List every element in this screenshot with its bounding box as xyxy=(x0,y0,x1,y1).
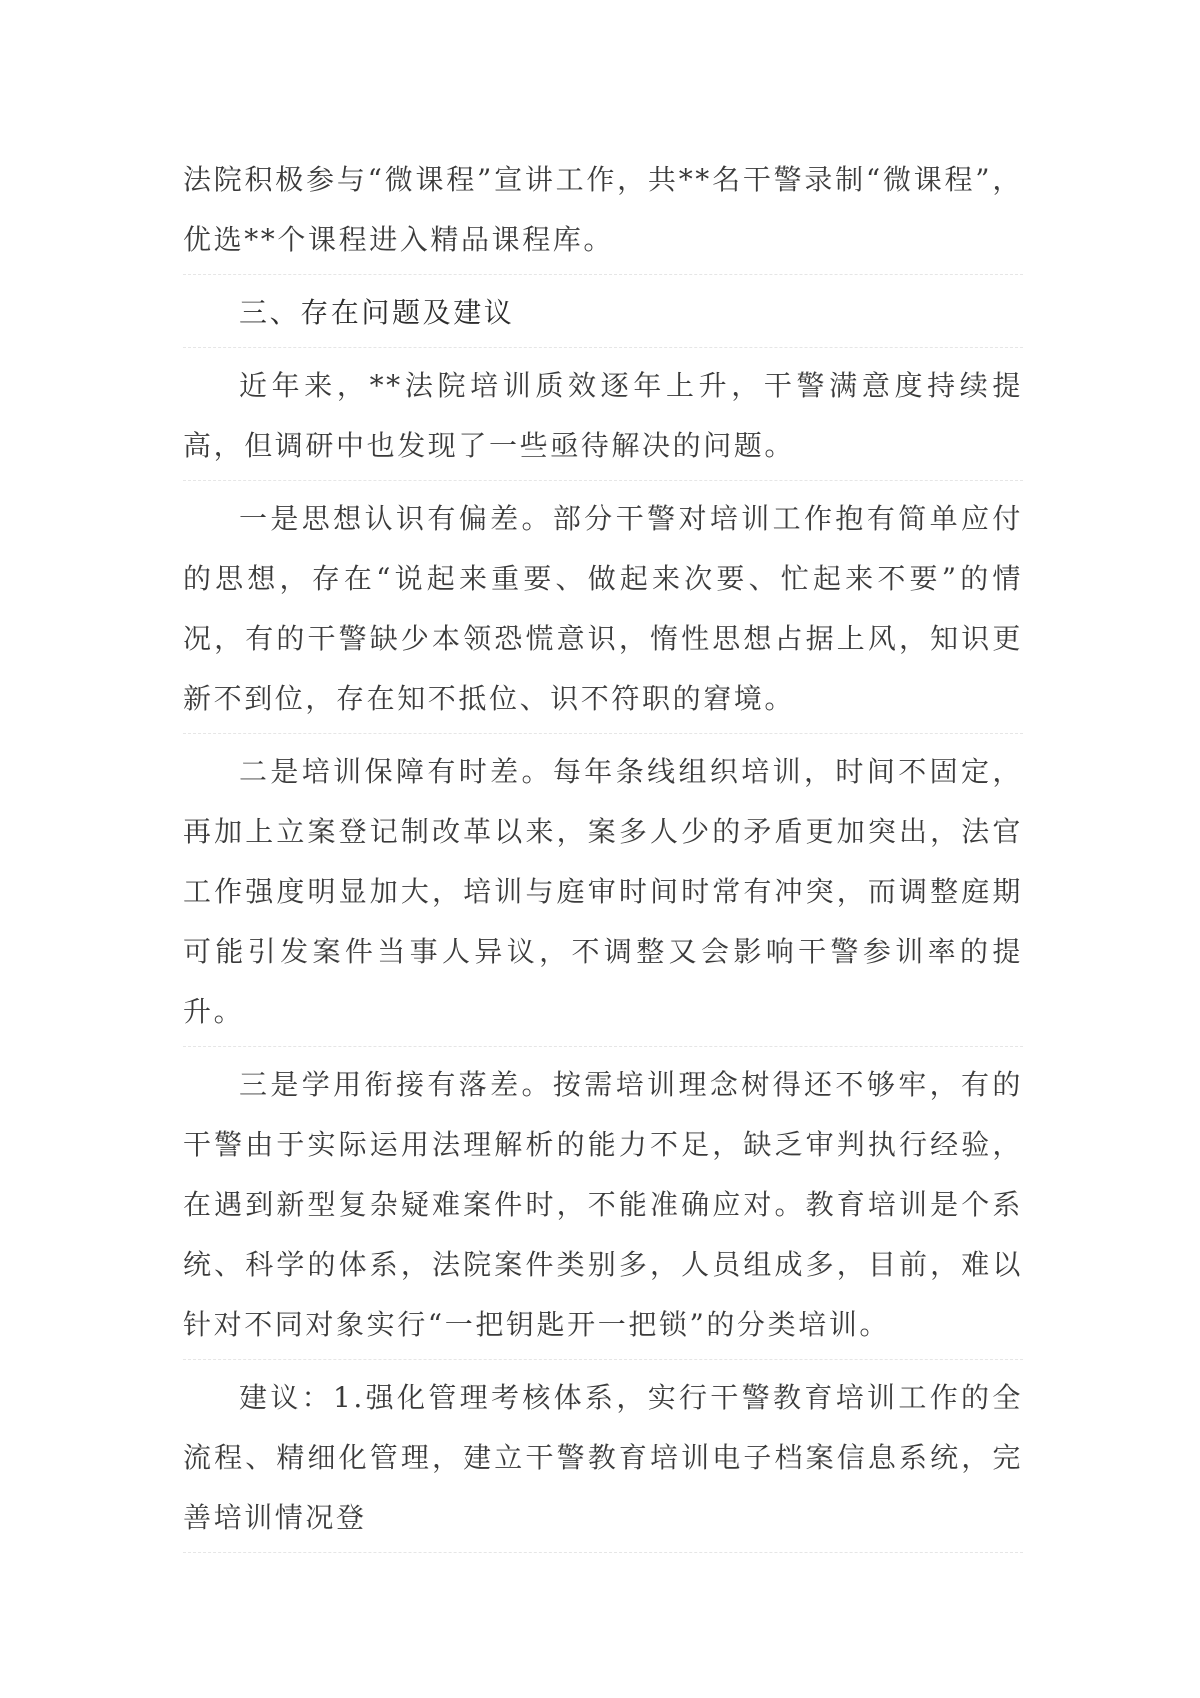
continuation-paragraph: 法院积极参与“微课程”宣讲工作，共**名干警录制“微课程”，优选**个课程进入精品课程库。 xyxy=(183,150,1023,275)
problem-paragraph-1: 一是思想认识有偏差。部分干警对培训工作抱有简单应付的思想，存在“说起来重要、做起来次要、忙起来不要”的情况，有的干警缺少本领恐慌意识，惰性思想占据上风，知识更新不到位，存在知不抵位、识不符职的窘境。 xyxy=(183,489,1023,734)
problem-paragraph-3: 三是学用衔接有落差。按需培训理念树得还不够牢，有的干警由于实际运用法理解析的能力不足，缺乏审判执行经验，在遇到新型复杂疑难案件时，不能准确应对。教育培训是个系统、科学的体系，法院案件类别多，人员组成多，目前，难以针对不同对象实行“一把钥匙开一把锁”的分类培训。 xyxy=(183,1055,1023,1360)
intro-paragraph: 近年来，**法院培训质效逐年上升，干警满意度持续提高，但调研中也发现了一些亟待解决的问题。 xyxy=(183,356,1023,481)
suggestion-paragraph: 建议：1.强化管理考核体系，实行干警教育培训工作的全流程、精细化管理，建立干警教育培训电子档案信息系统，完善培训情况登 xyxy=(183,1368,1023,1553)
section-heading: 三、存在问题及建议 xyxy=(183,283,1023,348)
problem-paragraph-2: 二是培训保障有时差。每年条线组织培训，时间不固定，再加上立案登记制改革以来，案多人少的矛盾更加突出，法官工作强度明显加大，培训与庭审时间时常有冲突，而调整庭期可能引发案件当事人异议，不调整又会影响干警参训率的提升。 xyxy=(183,742,1023,1047)
document-body xyxy=(183,150,1023,1561)
